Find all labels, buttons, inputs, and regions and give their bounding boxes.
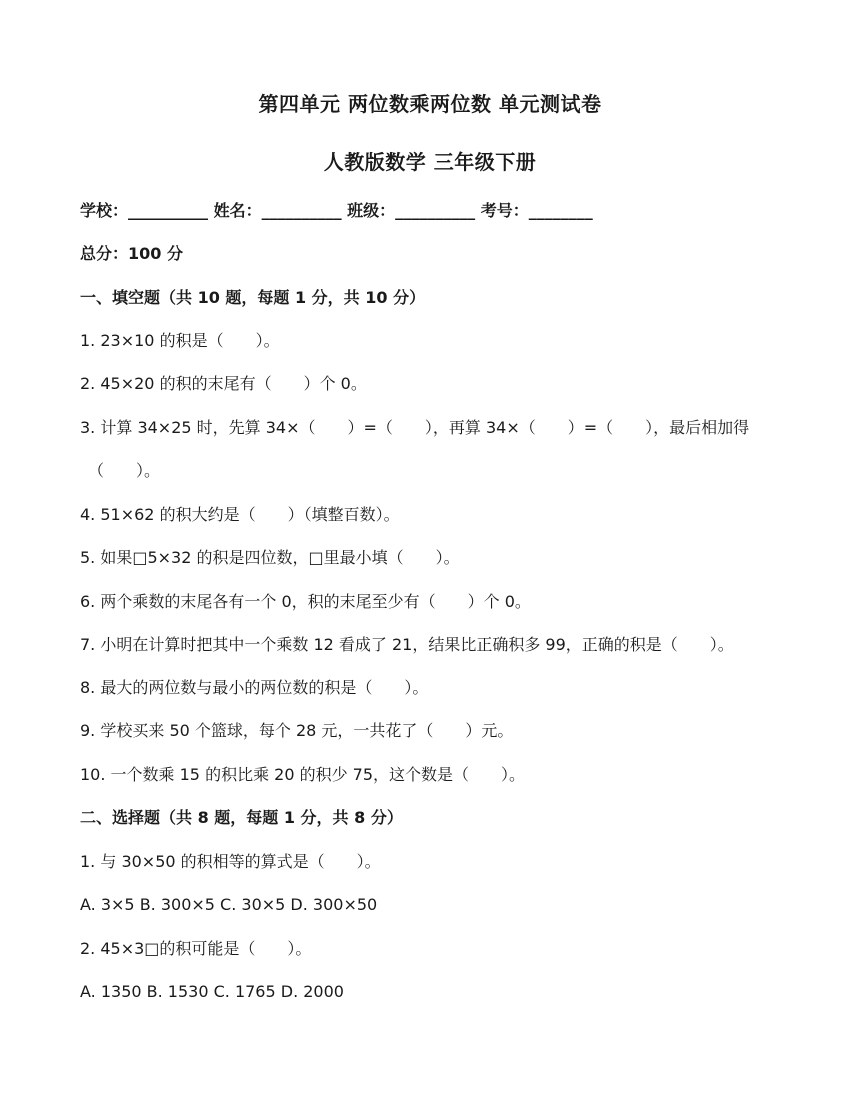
answer-options: A. 1350 B. 1530 C. 1765 D. 2000 — [80, 982, 344, 1001]
question-item: 7. 小明在计算时把其中一个乘数 12 看成了 21，结果比正确积多 99，正确的积是（ ）。 — [80, 635, 734, 654]
answer-options: A. 3×5 B. 300×5 C. 30×5 D. 300×50 — [80, 895, 378, 914]
student-info-line: 学校：__________ 姓名：__________ 班级：__________ 考号：________ — [80, 201, 593, 220]
question-item: 1. 与 30×50 的积相等的算式是（ ）。 — [80, 852, 381, 871]
question-item: 2. 45×20 的积的末尾有（ ）个 0。 — [80, 374, 367, 393]
question-item: 2. 45×3□的积可能是（ ）。 — [80, 939, 312, 958]
question-item-continuation: （ ）。 — [88, 461, 161, 480]
question-item: 3. 计算 34×25 时，先算 34×（ ）=（ ），再算 34×（ ）=（ ），最后相加得 — [80, 418, 750, 437]
question-item: 8. 最大的两位数与最小的两位数的积是（ ）。 — [80, 678, 429, 697]
question-item: 5. 如果□5×32 的积是四位数，□里最小填（ ）。 — [80, 548, 460, 567]
page-title: 第四单元 两位数乘两位数 单元测试卷 — [258, 92, 602, 116]
total-score: 总分：100 分 — [80, 244, 183, 263]
section-heading-fill-blank: 一、填空题（共 10 题，每题 1 分，共 10 分） — [80, 288, 426, 307]
question-item: 9. 学校买来 50 个篮球，每个 28 元，一共花了（ ）元。 — [80, 721, 514, 740]
page-subtitle: 人教版数学 三年级下册 — [323, 150, 537, 174]
question-item: 4. 51×62 的积大约是（ ）（填整百数）。 — [80, 505, 400, 524]
question-item: 6. 两个乘数的末尾各有一个 0，积的末尾至少有（ ）个 0。 — [80, 592, 531, 611]
question-item: 10. 一个数乘 15 的积比乘 20 的积少 75，这个数是（ ）。 — [80, 765, 526, 784]
question-item: 1. 23×10 的积是（ ）。 — [80, 331, 280, 350]
section-heading-multiple-choice: 二、选择题（共 8 题，每题 1 分，共 8 分） — [80, 808, 403, 827]
